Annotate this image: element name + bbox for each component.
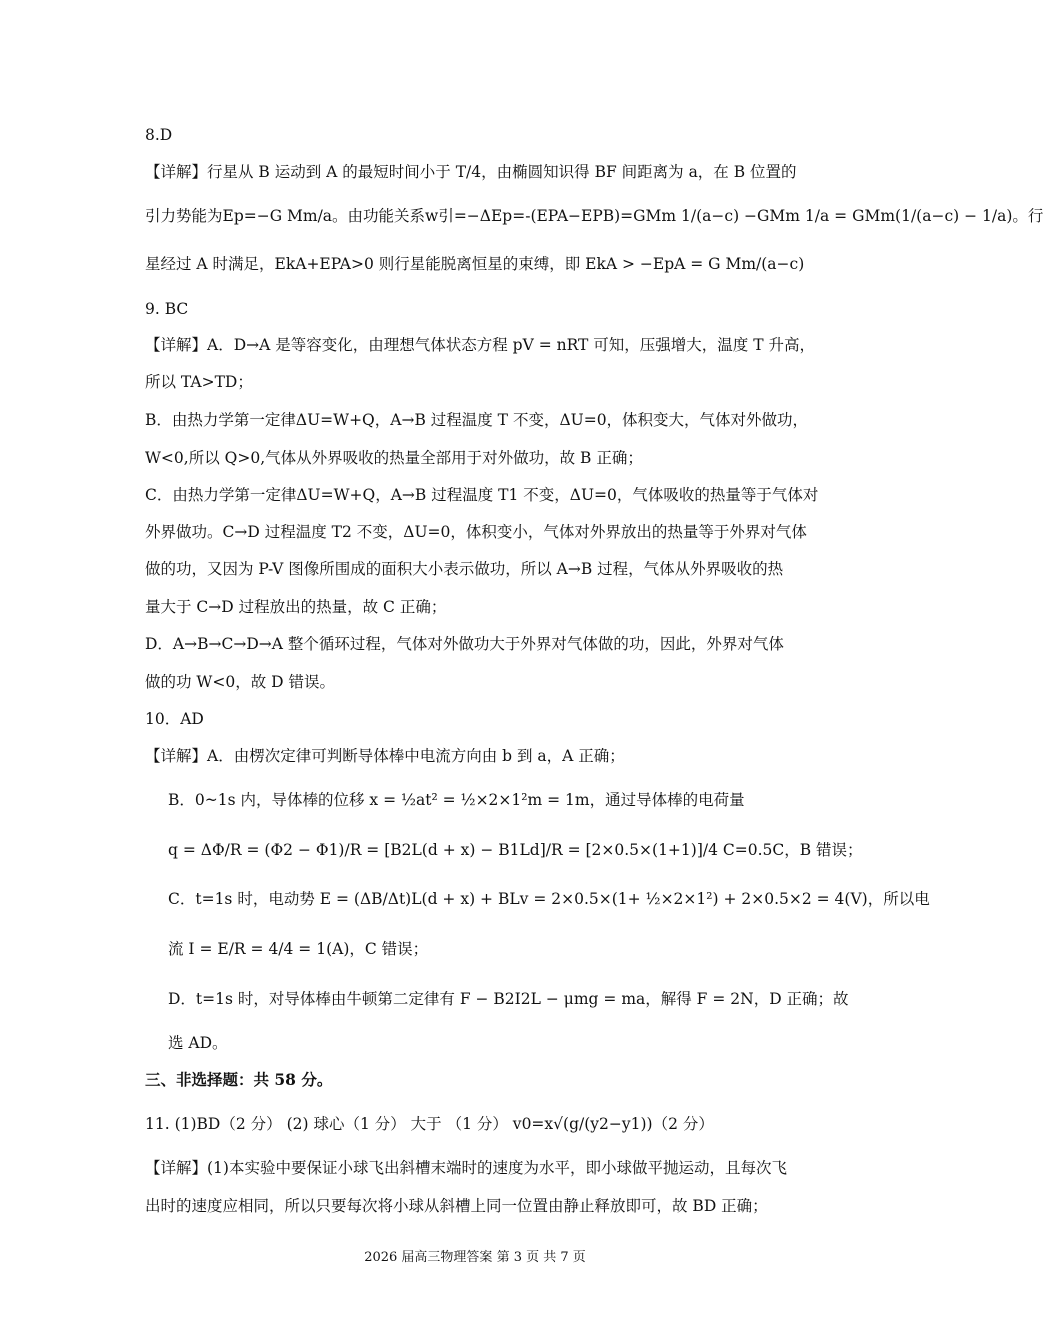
detail-8-line-2: 引力势能为Ep=−G Mm/a。由功能关系w引=−ΔEp=-(EPA−EPB)=GMm 1/(a−c) −GMm 1/a = GMm(1/(a−c) − 1/a)。行 — [145, 207, 1043, 225]
detail-10-line-2: B．0~1s 内，导体棒的位移 x = ½at² = ½×2×1²m = 1m，通过导体棒的电荷量 — [168, 791, 745, 809]
answer-10-heading: 10．AD — [145, 710, 204, 728]
section-heading-nonchoice: 三、非选择题：共 58 分。 — [145, 1070, 333, 1089]
detail-10-line-3: q = ΔΦ/R = (Φ2 − Φ1)/R = [B2L(d + x) − B1Ld]/R = [2×0.5×(1+1)]/4 C=0.5C，B 错误； — [168, 841, 863, 859]
detail-9-line-6: 外界做功。C→D 过程温度 T2 不变，ΔU=0，体积变小，气体对外界放出的热量等于外界对气体 — [145, 523, 807, 541]
detail-10-line-4: C．t=1s 时，电动势 E = (ΔB/Δt)L(d + x) + BLv = 2×0.5×(1+ ½×2×1²) + 2×0.5×2 = 4(V)，所以电 — [168, 890, 930, 908]
detail-8-line-3: 星经过 A 时满足，EkA+EPA>0 则行星能脱离恒星的束缚，即 EkA > −EpA = G Mm/(a−c) — [145, 255, 805, 273]
answer-9-heading: 9. BC — [145, 300, 189, 318]
detail-8-line-1: 【详解】行星从 B 运动到 A 的最短时间小于 T/4，由椭圆知识得 BF 间距离为 a，在 B 位置的 — [145, 163, 797, 181]
detail-11-line-2: 出时的速度应相同，所以只要每次将小球从斜槽上同一位置由静止释放即可，故 BD 正确； — [145, 1197, 768, 1215]
detail-9-line-8: 量大于 C→D 过程放出的热量，故 C 正确； — [145, 598, 447, 616]
detail-9-line-5: C．由热力学第一定律ΔU=W+Q，A→B 过程温度 T1 不变，ΔU=0，气体吸收的热量等于气体对 — [145, 486, 819, 504]
detail-9-line-1: 【详解】A．D→A 是等容变化，由理想气体状态方程 pV = nRT 可知，压强增大，温度 T 升高， — [145, 336, 815, 354]
detail-10-line-7: 选 AD。 — [168, 1034, 228, 1052]
detail-10-line-1: 【详解】A．由楞次定律可判断导体棒中电流方向由 b 到 a，A 正确； — [145, 747, 625, 765]
detail-9-line-9: D．A→B→C→D→A 整个循环过程，气体对外做功大于外界对气体做的功，因此，外界对气体 — [145, 635, 784, 653]
detail-10-line-6: D．t=1s 时，对导体棒由牛顿第二定律有 F − B2I2L − μmg = ma，解得 F = 2N，D 正确；故 — [168, 990, 849, 1008]
detail-9-line-4: W<0,所以 Q>0,气体从外界吸收的热量全部用于对外做功，故 B 正确； — [145, 449, 643, 467]
detail-9-line-7: 做的功，又因为 P-V 图像所围成的面积大小表示做功，所以 A→B 过程，气体从外界吸收的热 — [145, 560, 784, 578]
detail-9-line-3: B．由热力学第一定律ΔU=W+Q，A→B 过程温度 T 不变，ΔU=0，体积变大，气体对外做功， — [145, 411, 809, 429]
answer-11-line: 11. (1)BD（2 分） (2) 球心（1 分） 大于 （1 分） v0=x√(g/(y2−y1))（2 分） — [145, 1115, 714, 1133]
detail-9-line-10: 做的功 W<0，故 D 错误。 — [145, 673, 335, 691]
detail-11-line-1: 【详解】(1)本实验中要保证小球飞出斜槽末端时的速度为水平，即小球做平抛运动，且每次飞 — [145, 1159, 787, 1177]
detail-10-line-5: 流 I = E/R = 4/4 = 1(A)，C 错误； — [168, 940, 429, 958]
page-footer: 2026 届高三物理答案 第 3 页 共 7 页 — [364, 1250, 586, 1265]
answer-8-heading: 8.D — [145, 126, 173, 144]
detail-9-line-2: 所以 TA>TD； — [145, 373, 253, 391]
